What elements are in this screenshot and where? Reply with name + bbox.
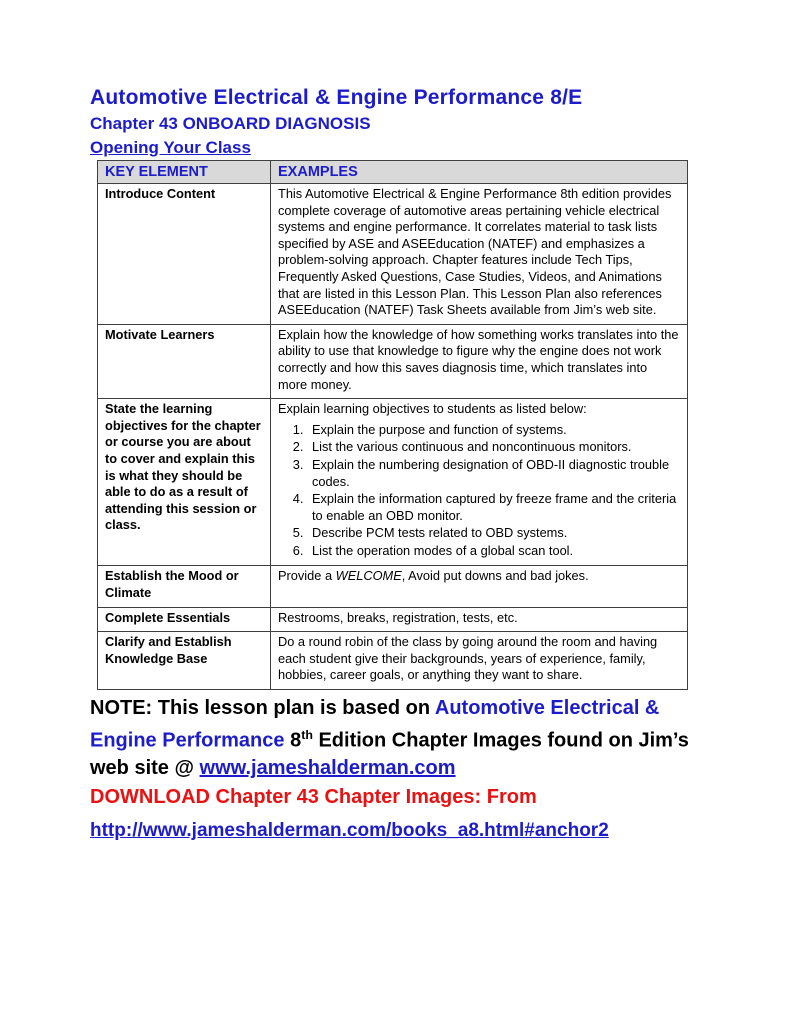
objective-item: 3. Explain the numbering designation of OBD-II diagnostic trouble codes. bbox=[307, 457, 679, 490]
mood-text-suffix: , Avoid put downs and bad jokes. bbox=[401, 568, 589, 584]
table-header-row bbox=[98, 161, 688, 184]
key-element-motivate-learners: Motivate Learners bbox=[98, 324, 271, 398]
example-motivate-learners: Explain how the knowledge of how something works translates into the ability to use that knowledge to figure why the engine does not work correctly and how this saves diagnosis time, which translates into more money. bbox=[271, 324, 688, 398]
edition-number: 8 bbox=[284, 729, 302, 752]
mood-text-prefix: Provide a bbox=[278, 568, 336, 584]
note-paragraph bbox=[90, 695, 708, 844]
table-row bbox=[98, 607, 688, 632]
example-learning-objectives bbox=[271, 399, 688, 566]
book-title-emphasis: Automotive Electrical & Engine Performance bbox=[90, 697, 660, 752]
download-link-line bbox=[90, 818, 708, 844]
download-instruction: DOWNLOAD Chapter 43 Chapter Images: From bbox=[90, 785, 537, 808]
page-title: Automotive Electrical & Engine Performance 8/E bbox=[90, 86, 583, 109]
jameshalderman-link[interactable]: www.jameshalderman.com bbox=[199, 756, 456, 779]
table-row bbox=[98, 632, 688, 690]
example-clarify-knowledge: Do a round robin of the class by going around the room and having each student give their backgrounds, years of experience, family, hobbies, career goals, or anything they want to share. bbox=[271, 632, 688, 690]
table-row bbox=[98, 184, 688, 325]
example-introduce-content: This Automotive Electrical & Engine Performance 8th edition provides complete coverage of automotive areas pertaining vehicle electrical systems and engine performance. It correlates material to task lists specified by ASE and ASEEducation (NATEF) and emphasizes a problem-solving approach. Chapter features include Tech Tips, Frequently Asked Questions, Case Studies, Videos, and Animations that are listed in this Lesson Plan. This Lesson Plan also references ASEEducation (NATEF) Task Sheets available from Jim’s web site. bbox=[271, 184, 688, 325]
key-element-establish-mood: Establish the Mood or Climate bbox=[98, 566, 271, 607]
section-heading: Opening Your Class bbox=[90, 138, 251, 157]
objective-item: 1. Explain the purpose and function of systems. bbox=[307, 422, 679, 439]
column-header-key-element: KEY ELEMENT bbox=[98, 161, 271, 184]
objectives-intro: Explain learning objectives to students as listed below: bbox=[278, 401, 587, 417]
objective-item: 2. List the various continuous and noncontinuous monitors. bbox=[307, 439, 679, 456]
key-element-learning-objectives: State the learning objectives for the chapter or course you are about to cover and explain this is what they should be able to do as a result of attending this session or class. bbox=[98, 399, 271, 566]
objective-item: 6. List the operation modes of a global scan tool. bbox=[307, 543, 679, 560]
edition-superscript: th bbox=[301, 728, 313, 743]
table-row bbox=[98, 324, 688, 398]
table-row bbox=[98, 566, 688, 607]
chapter-images-download-link[interactable]: http://www.jameshalderman.com/books_a8.html#anchor2 bbox=[90, 819, 609, 841]
objective-item: 4. Explain the information captured by freeze frame and the criteria to enable an OBD monitor. bbox=[307, 491, 679, 524]
column-header-examples: EXAMPLES bbox=[271, 161, 688, 184]
chapter-heading: Chapter 43 ONBOARD DIAGNOSIS bbox=[90, 114, 371, 133]
key-element-complete-essentials: Complete Essentials bbox=[98, 607, 271, 632]
welcome-emphasis: WELCOME bbox=[335, 568, 402, 584]
example-complete-essentials: Restrooms, breaks, registration, tests, etc. bbox=[271, 607, 688, 632]
note-middle: Edition Chapter Images found on Jim’s web site @ bbox=[90, 729, 689, 779]
key-element-introduce-content: Introduce Content bbox=[98, 184, 271, 325]
example-establish-mood bbox=[271, 566, 688, 607]
lesson-plan-table bbox=[97, 160, 688, 690]
table-row bbox=[98, 399, 688, 566]
objective-item: 5. Describe PCM tests related to OBD systems. bbox=[307, 525, 679, 542]
key-element-clarify-knowledge: Clarify and Establish Knowledge Base bbox=[98, 632, 271, 690]
note-prefix: NOTE: This lesson plan is based on bbox=[90, 697, 435, 720]
objectives-list bbox=[278, 422, 679, 560]
